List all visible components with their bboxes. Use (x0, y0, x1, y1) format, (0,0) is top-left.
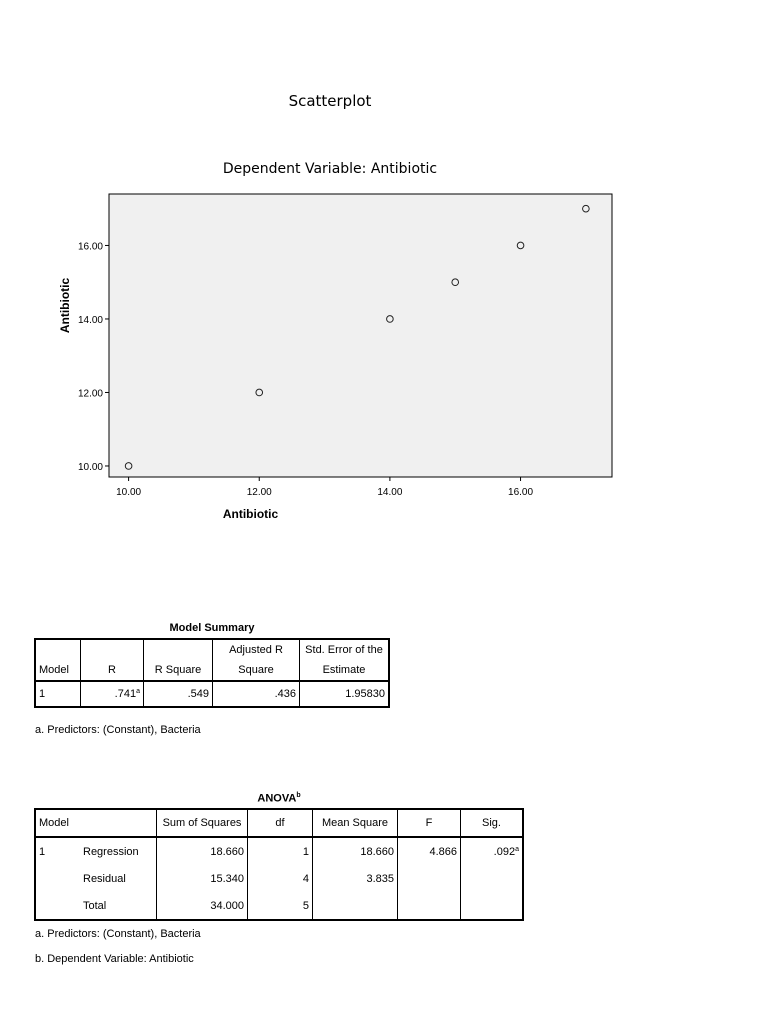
an-sig-footnote: a (515, 845, 519, 853)
an-f: 4.866 (398, 837, 461, 865)
anova-title: ANOVA (257, 792, 297, 805)
anova-footnote-a: a. Predictors: (Constant), Bacteria (35, 928, 201, 940)
model-summary-footnote-a: a. Predictors: (Constant), Bacteria (35, 724, 201, 736)
model-summary-title: Model Summary (169, 622, 255, 634)
an-h-ms: Mean Square (313, 809, 398, 837)
an-row-label: Residual (83, 872, 126, 885)
ms-h-adj-2: Square (213, 660, 300, 681)
x-tick-label: 10.00 (116, 487, 142, 498)
plot-area (109, 194, 612, 477)
ms-h-r-top (81, 639, 144, 660)
ms-h-rsq-top (144, 639, 213, 660)
ms-h-rsq: R Square (144, 660, 213, 681)
an-ms: 18.660 (313, 837, 398, 865)
x-tick-label: 14.00 (377, 487, 403, 498)
y-tick-label: 16.00 (77, 241, 103, 253)
x-axis (116, 477, 533, 498)
anova-footnote-b: b. Dependent Variable: Antibiotic (35, 953, 194, 965)
an-ss: 34.000 (157, 892, 248, 920)
ms-se: 1.95830 (300, 681, 390, 707)
x-axis-label: Antibiotic (222, 507, 279, 521)
chart-title: Dependent Variable: Antibiotic (222, 161, 438, 177)
an-df: 4 (248, 865, 313, 892)
an-df: 5 (248, 892, 313, 920)
an-sig-cell (461, 837, 524, 865)
x-tick-label: 12.00 (246, 487, 272, 498)
an-model-number: 1 (39, 845, 46, 858)
an-sig-empty (461, 865, 524, 892)
an-ss: 15.340 (157, 865, 248, 892)
an-model-blank (35, 892, 80, 920)
page-title: Scatterplot (288, 92, 372, 110)
ms-model: 1 (35, 681, 81, 707)
ms-h-r: R (81, 660, 144, 681)
anova-table (34, 808, 524, 921)
ms-adj: .436 (213, 681, 300, 707)
an-row-label: Regression (83, 845, 139, 858)
an-h-model: Model (35, 809, 157, 837)
ms-h-se-1: Std. Error of the (300, 639, 390, 660)
y-axis-label: Antibiotic (58, 277, 72, 334)
ms-h-model-top (35, 639, 81, 660)
y-tick-label: 12.00 (77, 388, 103, 400)
anova-title-footnote: b (296, 792, 301, 799)
an-row-label: Total (83, 899, 107, 912)
an-ms-empty (313, 892, 398, 920)
anova-title-wrap (34, 792, 524, 805)
ms-h-se-2: Estimate (300, 660, 390, 681)
y-axis (78, 241, 109, 473)
an-sig-empty (461, 892, 524, 920)
scatterplot-chart (0, 180, 660, 530)
model-summary-table (34, 638, 390, 708)
ms-h-adj-1: Adjusted R (213, 639, 300, 660)
ms-h-model: Model (39, 664, 69, 676)
an-model-blank (35, 865, 80, 892)
y-tick-label: 14.00 (77, 314, 103, 326)
x-tick-label: 16.00 (508, 487, 534, 498)
an-f-empty (398, 865, 461, 892)
ms-rsq: .549 (144, 681, 213, 707)
an-h-df: df (248, 809, 313, 837)
an-f-empty (398, 892, 461, 920)
an-h-ss: Sum of Squares (157, 809, 248, 837)
ms-r-cell (81, 681, 144, 707)
ms-r: .741 (114, 688, 137, 700)
an-df: 1 (248, 837, 313, 865)
an-ms: 3.835 (313, 865, 398, 892)
an-h-f: F (398, 809, 461, 837)
y-tick-label: 10.00 (77, 461, 103, 473)
an-sig: .092 (493, 845, 516, 858)
ms-r-footnote: a (136, 688, 140, 695)
an-ss: 18.660 (157, 837, 248, 865)
an-h-sig: Sig. (461, 809, 524, 837)
